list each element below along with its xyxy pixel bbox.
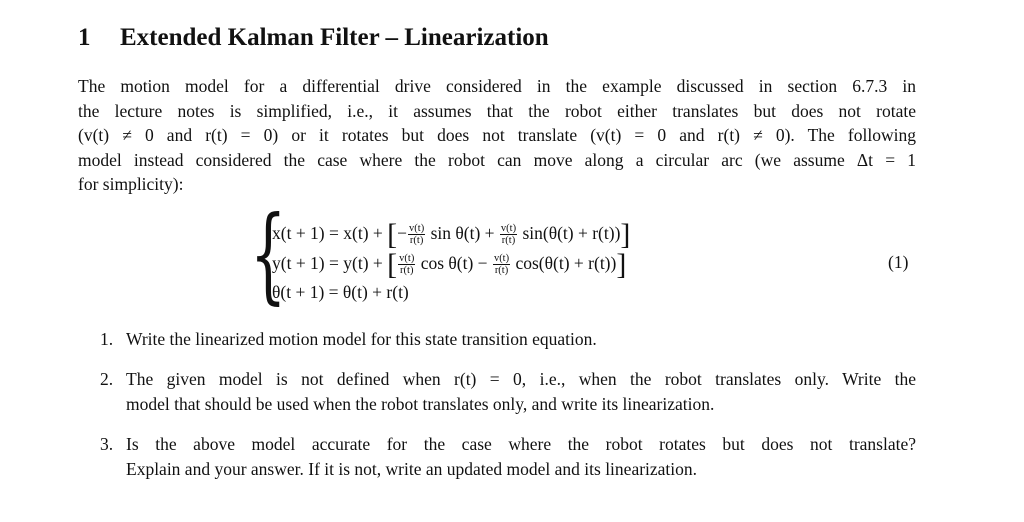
equation-y-term2: cos(θ(t) + r(t)): [515, 253, 617, 273]
equation-y-term1: cos θ(t) −: [420, 253, 488, 273]
question-line: Write the linearized motion model for this state transition equation.: [126, 329, 597, 349]
right-bracket: ]: [616, 248, 627, 281]
equation-theta-text: θ(t + 1) = θ(t) + r(t): [272, 282, 409, 302]
intro-line: the lecture notes is simplified, i.e., it assumes that the robot either translates but does not rotate: [78, 100, 916, 121]
fraction: $\frac{v(t)}{r(t)}$: [409, 223, 425, 247]
intro-line: (v(t) ≠ 0 and r(t) = 0) or it rotates but does not translate (v(t) = 0 and r(t) ≠ 0). The following: [78, 125, 916, 145]
question-text: [126, 432, 916, 481]
equation-y: [272, 248, 626, 282]
left-bracket: [: [387, 218, 398, 251]
equation-y-lhs: y(t + 1) = y(t) +: [272, 253, 388, 273]
question-line: model that should be used when the robot translates only, and write its linearization.: [126, 393, 715, 414]
question-number: 2.: [100, 369, 114, 389]
equation-number: (1): [888, 252, 909, 272]
question-line: The given model is not defined when r(t) = 0, i.e., when the robot translates only. Write the: [126, 369, 916, 389]
fraction: $\frac{v(t)}{r(t)}$: [399, 253, 415, 277]
section-heading: [78, 24, 549, 52]
intro-line: The motion model for a differential drive considered in the example discussed in section 6.7.3 in: [78, 76, 916, 96]
question-number: 1.: [100, 329, 114, 349]
equation-x-lhs: x(t + 1) = x(t) +: [272, 223, 388, 243]
right-bracket: ]: [620, 218, 631, 251]
equation-theta: [272, 282, 409, 303]
equation-x: [272, 218, 630, 252]
equation-x-term2: sin(θ(t) + r(t)): [522, 223, 621, 243]
question-line: Explain and your answer. If it is not, write an updated model and its linearization.: [126, 458, 698, 479]
fraction: $\frac{v(t)}{r(t)}$: [493, 253, 510, 277]
intro-paragraph: [78, 74, 916, 197]
left-brace: {: [250, 193, 287, 315]
section-title: Extended Kalman Filter – Linearization: [120, 24, 549, 51]
intro-line: for simplicity):: [78, 174, 184, 194]
section-number: 1: [78, 24, 91, 51]
intro-line: model instead considered the case where the robot can move along a circular arc (we assume Δt = 1: [78, 149, 916, 170]
question-text: [126, 367, 916, 416]
left-bracket: [: [387, 248, 398, 281]
question-number: 3.: [100, 434, 114, 454]
question-line: Is the above model accurate for the case where the robot rotates but does not translate?: [126, 434, 916, 454]
equation-system: [250, 193, 920, 315]
fraction: $\frac{v(t)}{r(t)}$: [500, 223, 517, 247]
equation-x-term1: sin θ(t) +: [430, 223, 495, 243]
question-text: [126, 327, 916, 352]
minus-sign: −: [397, 223, 408, 243]
